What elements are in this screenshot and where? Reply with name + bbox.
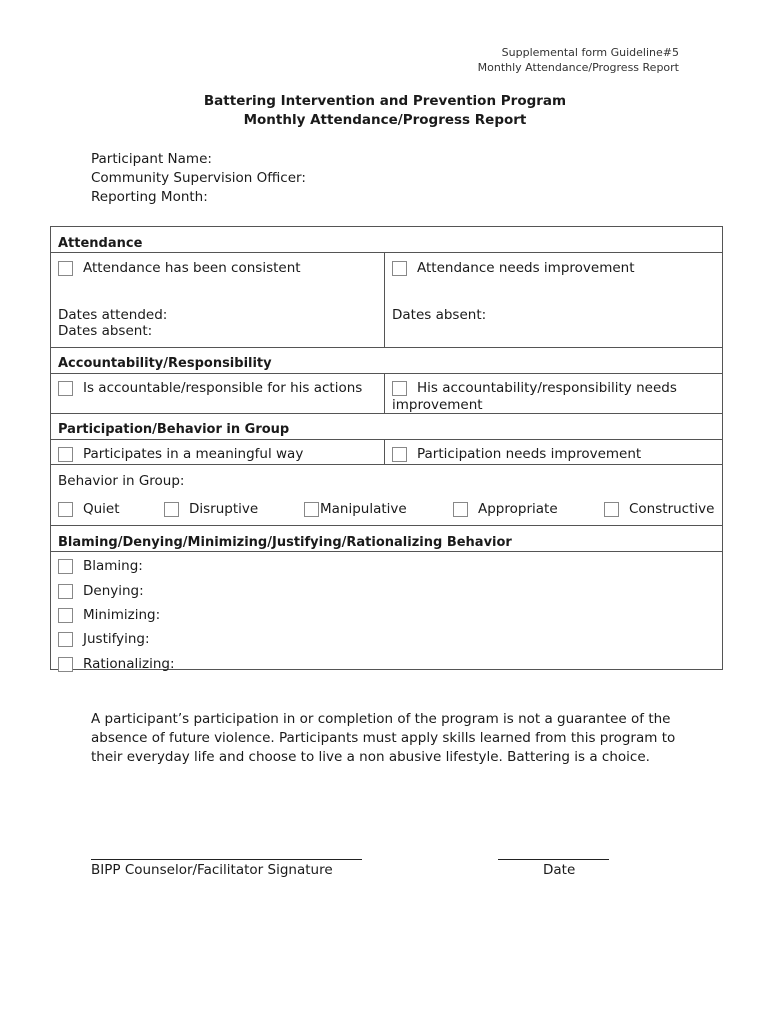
divider xyxy=(51,551,722,552)
participation-needs-improvement-checkbox[interactable] xyxy=(392,447,407,462)
justifying-checkbox[interactable] xyxy=(58,632,73,647)
date-line[interactable] xyxy=(498,859,609,860)
divider xyxy=(51,439,722,440)
participation-section-title: Participation/Behavior in Group xyxy=(58,422,290,437)
form-guideline-note xyxy=(478,45,679,75)
attendance-consistent-checkbox[interactable] xyxy=(58,261,73,276)
date-label: Date xyxy=(543,862,576,878)
divider xyxy=(51,525,722,526)
counselor-signature-label: BIPP Counselor/Facilitator Signature xyxy=(91,862,333,878)
disruptive-checkbox[interactable] xyxy=(164,502,179,517)
appropriate-checkbox[interactable] xyxy=(453,502,468,517)
blaming-label: Blaming: xyxy=(83,558,143,574)
manipulative-checkbox[interactable] xyxy=(304,502,319,517)
reporting-month-label: Reporting Month: xyxy=(91,189,208,205)
attendance-consistent-label: Attendance has been consistent xyxy=(83,260,301,276)
manipulative-label: Manipulative xyxy=(320,501,407,517)
justifying-label: Justifying: xyxy=(83,631,150,647)
accountable-checkbox[interactable] xyxy=(58,381,73,396)
divider xyxy=(51,252,722,253)
supervision-officer-label: Community Supervision Officer: xyxy=(91,170,306,186)
participation-needs-improvement-label: Participation needs improvement xyxy=(417,446,642,462)
attendance-needs-improvement-checkbox[interactable] xyxy=(392,261,407,276)
minimizing-checkbox[interactable] xyxy=(58,608,73,623)
divider xyxy=(51,347,722,348)
behavior-in-group-label: Behavior in Group: xyxy=(58,473,185,489)
divider xyxy=(51,413,722,414)
dates-attended-label: Dates attended: xyxy=(58,307,168,323)
denying-checkbox[interactable] xyxy=(58,584,73,599)
guideline-line: Supplemental form Guideline#5 xyxy=(501,46,679,59)
accountability-needs-improvement-checkbox[interactable] xyxy=(392,381,407,396)
dates-absent-label: Dates absent: xyxy=(58,323,153,339)
constructive-label: Constructive xyxy=(629,501,715,517)
disruptive-label: Disruptive xyxy=(189,501,259,517)
divider xyxy=(51,464,722,465)
denying-label: Denying: xyxy=(83,583,144,599)
attendance-section-title: Attendance xyxy=(58,236,143,251)
participant-info xyxy=(91,150,306,207)
progress-form-table xyxy=(50,226,723,670)
blaming-checkbox[interactable] xyxy=(58,559,73,574)
minimizing-label: Minimizing: xyxy=(83,607,161,623)
participates-meaningfully-checkbox[interactable] xyxy=(58,447,73,462)
accountable-label: Is accountable/responsible for his actions xyxy=(83,380,363,396)
rationalizing-label: Rationalizing: xyxy=(83,656,175,672)
attendance-needs-improvement-label: Attendance needs improvement xyxy=(417,260,635,276)
constructive-checkbox[interactable] xyxy=(604,502,619,517)
quiet-checkbox[interactable] xyxy=(58,502,73,517)
column-divider xyxy=(384,373,385,413)
participates-meaningfully-label: Participates in a meaningful way xyxy=(83,446,304,462)
dates-absent-label: Dates absent: xyxy=(392,307,487,323)
divider xyxy=(51,373,722,374)
column-divider xyxy=(384,252,385,347)
counselor-signature-line[interactable] xyxy=(91,859,362,860)
quiet-label: Quiet xyxy=(83,501,120,517)
column-divider xyxy=(384,439,385,464)
participant-name-label: Participant Name: xyxy=(91,151,212,167)
accountability-needs-improvement-label-continued: improvement xyxy=(392,397,483,413)
blaming-section-title: Blaming/Denying/Minimizing/Justifying/Rationalizing Behavior xyxy=(58,535,512,550)
disclaimer-paragraph: A participant’s participation in or completion of the program is not a guarantee of the absence of future violence. Participants must apply skills learned from this program to their everyday life and choose to live a non abusive lifestyle. Battering is a choice. xyxy=(91,711,676,765)
accountability-needs-improvement-label: His accountability/responsibility needs xyxy=(417,380,677,396)
appropriate-label: Appropriate xyxy=(478,501,558,517)
program-title: Battering Intervention and Prevention Program xyxy=(203,93,567,109)
rationalizing-checkbox[interactable] xyxy=(58,657,73,672)
report-title: Monthly Attendance/Progress Report xyxy=(243,112,527,128)
accountability-section-title: Accountability/Responsibility xyxy=(58,356,272,371)
report-name-line: Monthly Attendance/Progress Report xyxy=(477,61,679,74)
